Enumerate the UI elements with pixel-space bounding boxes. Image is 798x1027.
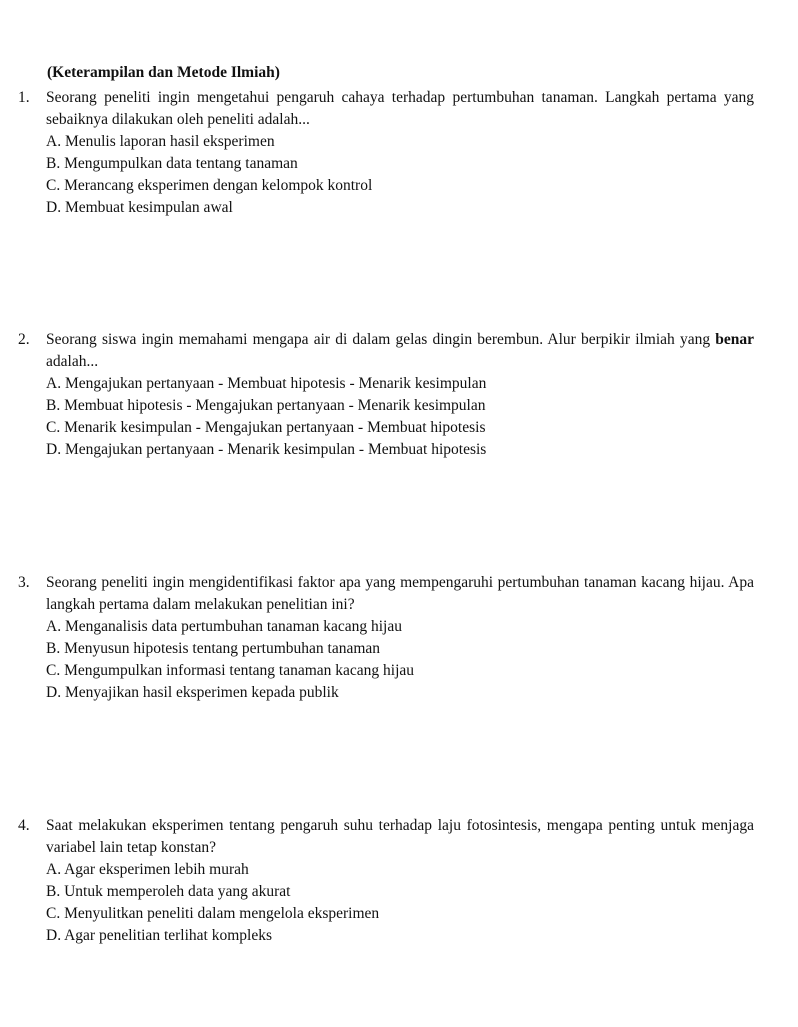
question-text: Seorang peneliti ingin mengetahui pengaruh cahaya terhadap pertumbuhan tanaman. Langkah pertama yang sebaiknya dilakukan oleh peneliti adalah... — [46, 89, 754, 128]
question-4 — [18, 815, 754, 947]
question-number: 3. — [18, 574, 30, 591]
option-c[interactable]: C. Mengumpulkan informasi tentang tanaman kacang hijau — [46, 662, 415, 679]
option-b[interactable]: B. Untuk memperoleh data yang akurat — [46, 883, 291, 900]
option-b[interactable]: B. Menyusun hipotesis tentang pertumbuhan tanaman — [46, 640, 381, 657]
option-a[interactable]: A. Agar eksperimen lebih murah — [46, 861, 249, 878]
question-number: 1. — [18, 89, 30, 106]
option-c[interactable]: C. Menyulitkan peneliti dalam mengelola eksperimen — [46, 905, 380, 922]
option-a[interactable]: A. Menulis laporan hasil eksperimen — [46, 133, 275, 150]
option-a[interactable]: A. Menganalisis data pertumbuhan tanaman kacang hijau — [46, 618, 402, 635]
option-list — [46, 373, 754, 461]
option-b[interactable]: B. Mengumpulkan data tentang tanaman — [46, 155, 298, 172]
question-text: Saat melakukan eksperimen tentang pengaruh suhu terhadap laju fotosintesis, mengapa penting untuk menjaga variabel lain tetap konstan? — [46, 817, 754, 856]
option-b[interactable]: B. Membuat hipotesis - Mengajukan pertanyaan - Menarik kesimpulan — [46, 397, 486, 414]
question-number: 2. — [18, 331, 30, 348]
option-c[interactable]: C. Merancang eksperimen dengan kelompok kontrol — [46, 177, 373, 194]
option-c[interactable]: C. Menarik kesimpulan - Mengajukan pertanyaan - Membuat hipotesis — [46, 419, 486, 436]
question-number: 4. — [18, 817, 30, 834]
section-title: (Keterampilan dan Metode Ilmiah) — [47, 64, 280, 81]
option-list — [46, 859, 754, 947]
option-d[interactable]: D. Agar penelitian terlihat kompleks — [46, 927, 272, 944]
option-d[interactable]: D. Mengajukan pertanyaan - Menarik kesimpulan - Membuat hipotesis — [46, 441, 487, 458]
option-d[interactable]: D. Membuat kesimpulan awal — [46, 199, 233, 216]
question-text — [46, 329, 754, 373]
question-text-end: adalah... — [46, 353, 99, 370]
option-list — [46, 616, 754, 704]
question-text: Seorang peneliti ingin mengidentifikasi faktor apa yang mempengaruhi pertumbuhan tanaman kacang hijau. Apa langkah pertama dalam melakukan penelitian ini? — [46, 574, 754, 613]
question-2 — [18, 329, 754, 461]
question-text-start: Seorang siswa ingin memahami mengapa air di dalam gelas dingin berembun. Alur berpikir ilmiah yang — [46, 331, 716, 348]
question-3 — [18, 572, 754, 704]
option-a[interactable]: A. Mengajukan pertanyaan - Membuat hipotesis - Menarik kesimpulan — [46, 375, 487, 392]
option-d[interactable]: D. Menyajikan hasil eksperimen kepada publik — [46, 684, 339, 701]
question-1 — [18, 87, 754, 219]
question-text-emphasis: benar — [715, 331, 754, 348]
option-list — [46, 131, 754, 219]
